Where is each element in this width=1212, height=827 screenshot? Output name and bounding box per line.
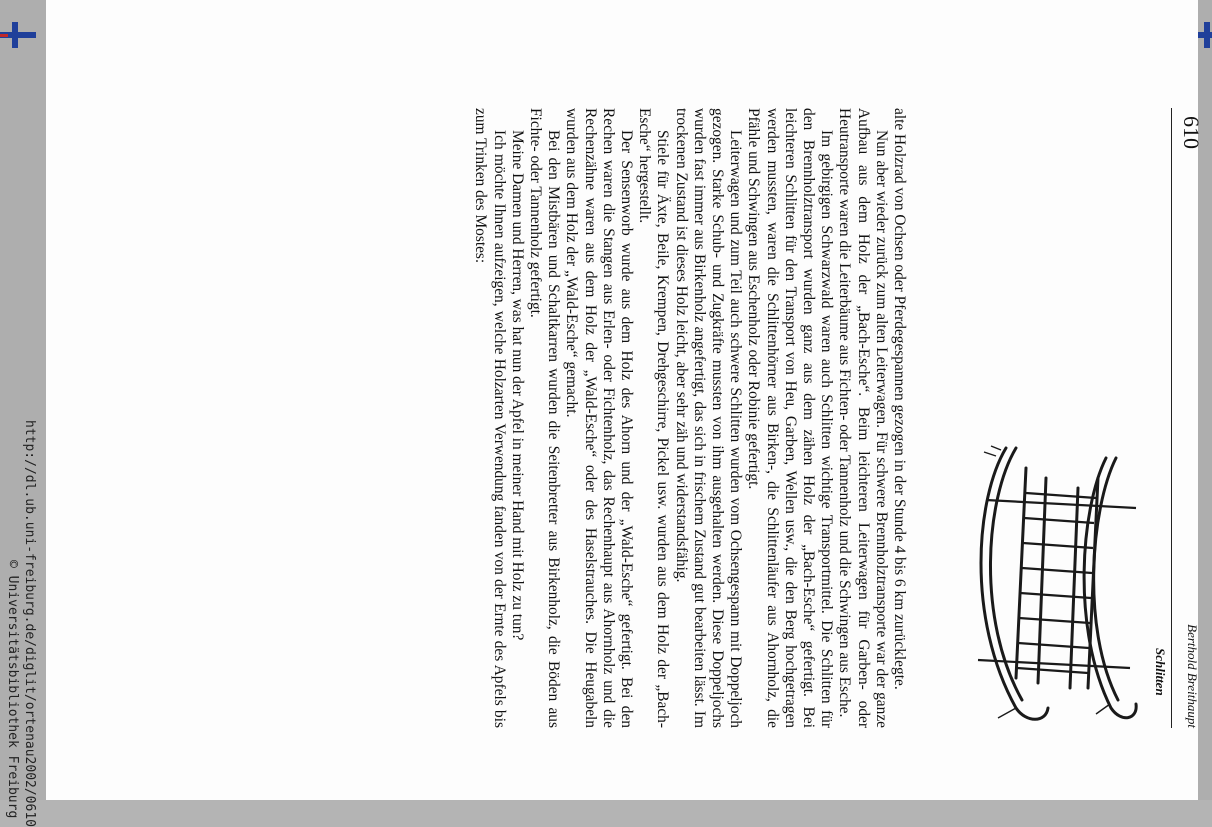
paragraph: Stiele für Äxte, Beile, Krempen, Drehgeschirre, Pickel usw. wurden aus dem Holz der „Bach-Esche“ hergestellt. <box>636 108 672 728</box>
sled-illustration <box>936 438 1166 728</box>
rotated-page-content <box>146 108 1206 780</box>
paragraph: Leiterwagen und zum Teil auch schwere Schlitten wurden vom Ochsengespann mit Doppeljoch gezogen. Starke Schub- und Zugkräfte mussten von ihm ausgehalten werden. Diese Doppeljochs wurden fast immer aus Birkenholz angefertigt, das sich in frischem Zustand gut bearbeiten lässt. Im trockenen Zustand ist dieses Holz leicht, aber sehr zäh und widerstandsfähig. <box>672 108 745 728</box>
paragraph: Der Sensenworb wurde aus dem Holz des Ahorn und der „Wald-Esche“ gefertigt. Bei den Rechen waren die Stangen aus Erlen- oder Fichtenholz, das Rechenhaupt aus Ahornholz und die Rechenzähne waren aus dem Holz der „Wald-Esche“ oder des Haselstrauches. Die Heugabeln wurden aus dem Holz der „Wald-Esche“ gemacht. <box>563 108 635 728</box>
left-gutter <box>0 0 46 827</box>
scan-marker-icon <box>1198 22 1212 52</box>
paragraph: Im gebirgigen Schwarzwald waren auch Schlitten wichtige Transportmittel. Die Schlitten für den Brennholztransport wurden ganz aus dem zähen Holz der „Bach-Esche“ gefertigt. Bei leichteren Schlitten für den Transport von Heu, Garben, Wellen usw., die den Berg hochgetragen werden mussten, waren die Schlittenhörner aus Birken-, die Schlittenläufer aus Ahornholz, die Pfähle und Schwingen aus Eschenholz oder Robinie gefertigt. <box>745 108 836 728</box>
paragraph: Meine Damen und Herren, was hat nun der Apfel in meiner Hand mit Holz zu tun? <box>508 130 526 641</box>
scan-marker-icon <box>0 22 40 52</box>
page-number: 610 <box>1179 116 1204 149</box>
paragraph: alte Holzrad von Ochsen oder Pferdegespannen gezogen in der Stunde 4 bis 6 km zurücklegte. <box>891 108 908 690</box>
body-text <box>471 108 908 728</box>
book-page <box>46 0 1204 800</box>
figure-caption: Schlitten <box>1153 648 1168 696</box>
source-url[interactable]: http://dl.ub.uni-freiburg.de/diglit/ortenau2002/0610 <box>22 420 37 827</box>
page-header <box>1171 108 1206 728</box>
running-head-author: Berthold Breithaupt <box>1185 624 1200 728</box>
paragraph: Bei den Mistbären und Schaltkarren wurden die Seitenbretter aus Birkenholz, die Böden aus Fichte- oder Tannenholz gefertigt. <box>526 108 563 728</box>
copyright-notice: © Universitätsbibliothek Freiburg <box>5 560 20 819</box>
paragraph: Nun aber wieder zurück zum alten Leiterwagen. Für schwere Brennholztransporte war der ganze Aufbau aus dem Holz der „Bach-Esche“. Beim leichteren Leiterwagen für Garben- oder Heutransporte waren die Leiterbäume aus Fichten- oder Tannenholz und die Schwingen aus Esche. <box>836 108 890 728</box>
paragraph: Ich möchte Ihnen aufzeigen, welche Holzarten Verwendung fanden von der Ernte des Apfels bis zum Trinken des Mostes: <box>472 108 508 728</box>
